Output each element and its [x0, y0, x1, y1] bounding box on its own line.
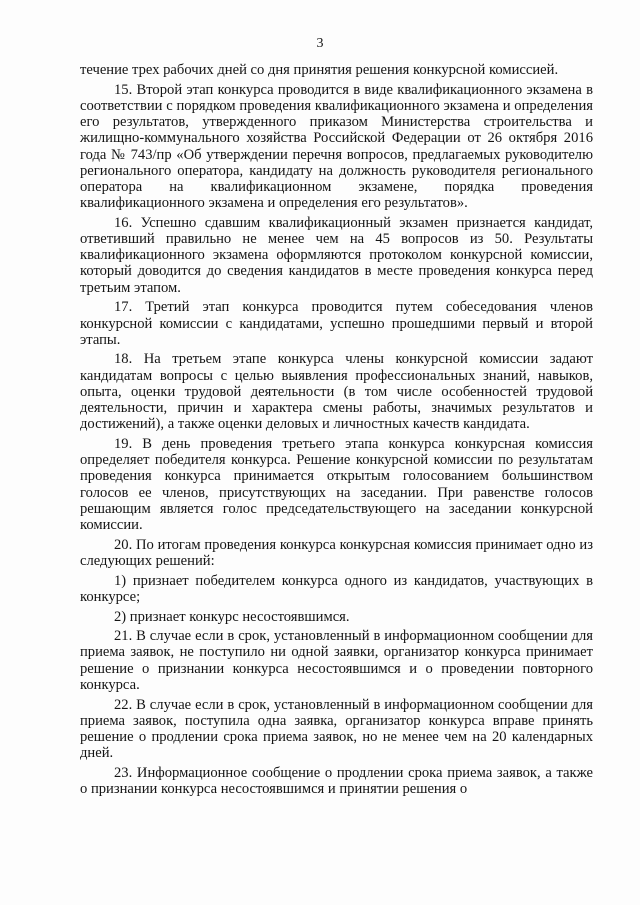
paragraph-23: 23. Информационное сообщение о продлении срока приема заявок, а также о признании конкурса несостоявшимся и принятии решения о	[80, 764, 593, 798]
page-number: 3	[316, 36, 324, 51]
paragraph-continuation: течение трех рабочих дней со дня принятия решения конкурсной комиссией.	[80, 62, 559, 78]
paragraph-20-item-1: 1) признает победителем конкурса одного из кандидатов, участвующих в конкурсе;	[80, 572, 593, 605]
paragraph-22: 22. В случае если в срок, установленный в информационном сообщении для приема заявок, поступила одна заявка, организатор конкурса вправе принять решение о продлении срока приема заявок, но не менее чем на 20 календарных дней.	[80, 696, 593, 762]
paragraph-20: 20. По итогам проведения конкурса конкурсная комиссия принимает одно из следующих решений:	[80, 536, 593, 569]
paragraph-20-item-2: 2) признает конкурс несостоявшимся.	[114, 608, 350, 625]
paragraph-19: 19. В день проведения третьего этапа конкурса конкурсная комиссия определяет победителя конкурса. Решение конкурсной комиссии по результатам проведения конкурса принимается открытым голосованием большинством голосов ее членов, присутствующих на заседании. При равенстве голосов решающим является голос председательствующего на заседании конкурсной комиссии.	[80, 435, 593, 533]
paragraph-16: 16. Успешно сдавшим квалификационный экзамен признается кандидат, ответивший правильно не менее чем на 45 вопросов из 50. Результаты квалификационного экзамена оформляются протоколом конкурсной комиссии, который доводится до сведения кандидатов в месте проведения конкурса перед третьим этапом.	[80, 214, 593, 296]
document-body	[80, 62, 593, 801]
paragraph-15: 15. Второй этап конкурса проводится в виде квалификационного экзамена в соответствии с порядком проведения квалификационного экзамена и определения его результатов, утвержденного приказом Министерства строительства и жилищно-коммунального хозяйства Российской Федерации от 26 октября 2016 года № 743/пр «Об утверждении перечня вопросов, предлагаемых руководителю регионального оператора, кандидату на должность руководителя регионального оператора на квалификационном экзамене, порядка проведения квалификационного экзамена и определения его результатов».	[80, 81, 593, 212]
paragraph-18: 18. На третьем этапе конкурса члены конкурсной комиссии задают кандидатам вопросы с целью выявления профессиональных знаний, навыков, опыта, оценки трудовой деятельности (в том числе особенностей трудовой деятельности, причин и характера смены работы, значимых результатов и достижений), а также оценки деловых и личностных качеств кандидата.	[80, 351, 593, 433]
paragraph-21: 21. В случае если в срок, установленный в информационном сообщении для приема заявок, не поступило ни одной заявки, организатор конкурса принимает решение о признании конкурса несостоявшимся и о проведении повторного конкурса.	[80, 628, 593, 693]
paragraph-17: 17. Третий этап конкурса проводится путем собеседования членов конкурсной комиссии с кандидатами, успешно прошедшими первый и второй этапы.	[80, 299, 593, 348]
